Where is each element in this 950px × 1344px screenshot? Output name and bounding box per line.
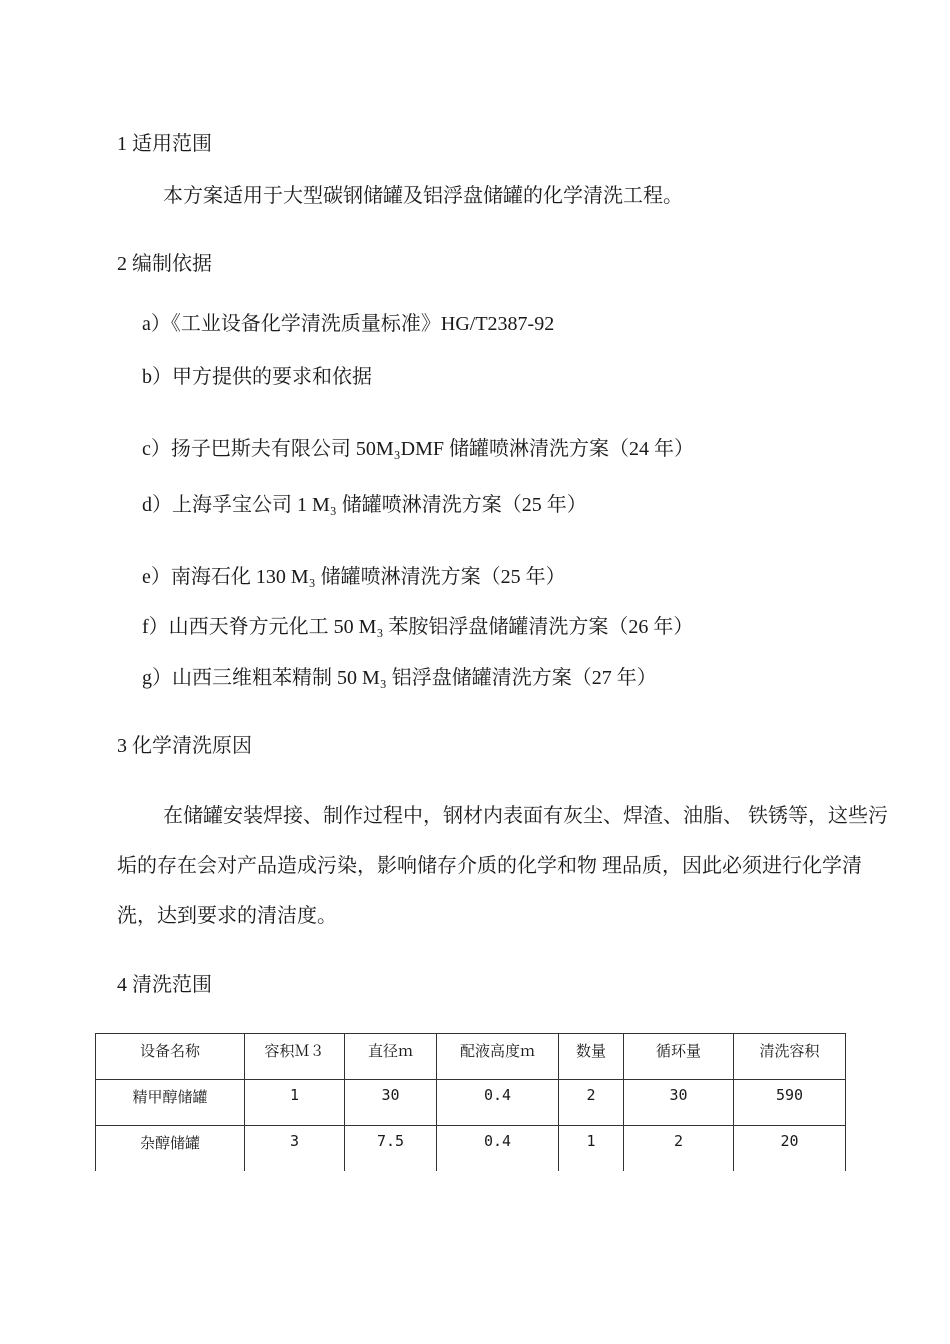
table-cell: 3 [245,1126,345,1172]
section-3-title: 3 化学清洗原因 [117,735,252,757]
reference-item-a: a）《工业设备化学清洗质量标准》HG/T2387-92 [142,313,555,335]
table-cell: 1 [245,1080,345,1126]
reference-item-b: b）甲方提供的要求和依据 [142,366,372,388]
section-2-title: 2 编制依据 [117,253,212,275]
table-row [96,1126,846,1172]
reference-item-g: g）山西三维粗苯精制 50 M₃ 铝浮盘储罐清洗方案（27 年） [142,667,657,689]
section-3-text: 在储罐安装焊接、制作过程中，钢材内表面有灰尘、焊渣、油脂、 铁锈等，这些污垢的存在会对产品造成污染，影响储存介质的化学和物 理品质，因此必须进行化学清洗，达到要求的清洁度。 [117,805,888,927]
section-4-title: 4 清洗范围 [117,974,212,996]
table-cell: 杂醇储罐 [96,1126,245,1172]
cleaning-scope-table [95,1033,846,1171]
table-row [96,1080,846,1126]
table-header-cell: 容积Ｍ３ [245,1034,345,1080]
section-1-text: 本方案适用于大型碳钢储罐及铝浮盘储罐的化学清洗工程。 [163,185,683,207]
table-cell: 0.4 [437,1080,559,1126]
table-cell: 0.4 [437,1126,559,1172]
reference-item-f: f）山西天脊方元化工 50 M₃ 苯胺铝浮盘储罐清洗方案（26 年） [142,616,694,638]
table-cell: 精甲醇储罐 [96,1080,245,1126]
table-header-cell: 配液高度ｍ [437,1034,559,1080]
table-header-cell: 设备名称 [96,1034,245,1080]
reference-item-d: d）上海孚宝公司 1 M₃ 储罐喷淋清洗方案（25 年） [142,494,587,516]
table-cell: 30 [345,1080,437,1126]
reference-item-c: c）扬子巴斯夫有限公司 50M₃DMF 储罐喷淋清洗方案（24 年） [142,438,694,460]
table-cell: 7.5 [345,1126,437,1172]
section-1-title: 1 适用范围 [117,133,212,155]
table-header-cell: 清洗容积 [734,1034,846,1080]
section-3-paragraph [117,791,897,941]
table-header-cell: 直径ｍ [345,1034,437,1080]
table-cell: 2 [624,1126,734,1172]
table-cell: 2 [559,1080,624,1126]
table-header-row [96,1034,846,1080]
reference-item-e: e）南海石化 130 M₃ 储罐喷淋清洗方案（25 年） [142,566,566,588]
table-header-cell: 数量 [559,1034,624,1080]
table-cell: 590 [734,1080,846,1126]
table-cell: 30 [624,1080,734,1126]
table-cell: 1 [559,1126,624,1172]
table-header-cell: 循环量 [624,1034,734,1080]
table-cell: 20 [734,1126,846,1172]
